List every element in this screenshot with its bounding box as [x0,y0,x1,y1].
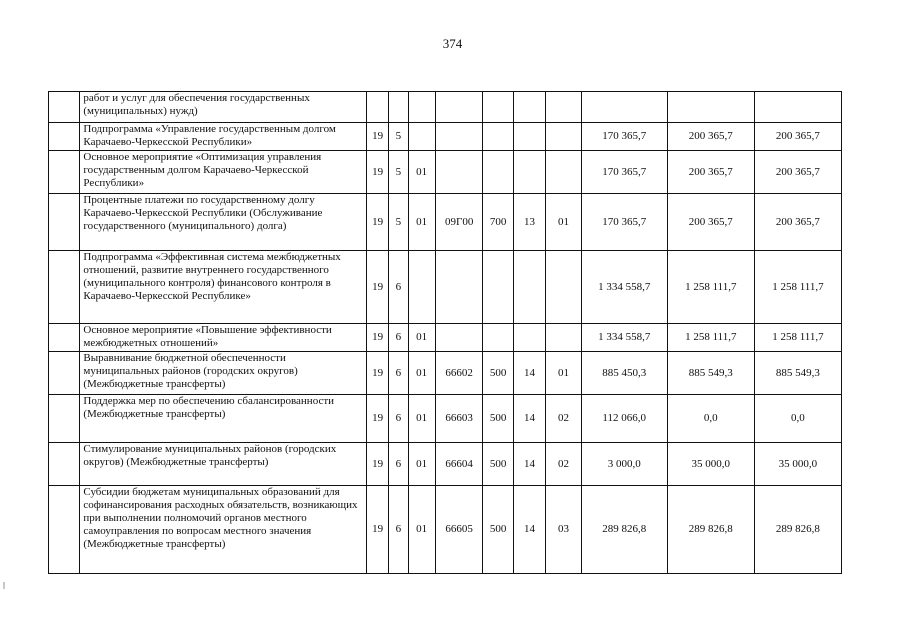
amount-cell: 1 258 111,7 [754,324,841,352]
table-row [49,352,842,395]
row-number-cell [49,352,80,395]
code-cell [483,123,513,151]
code-cell [513,251,545,324]
code-cell: 6 [389,486,408,574]
amount-cell: 0,0 [754,395,841,443]
code-cell [546,123,581,151]
amount-cell [667,92,754,123]
code-cell: 19 [367,123,389,151]
description-cell: Стимулирование муниципальных районов (городских округов) (Межбюджетные трансферты) [80,443,367,486]
amount-cell: 200 365,7 [754,194,841,251]
code-cell: 01 [408,151,435,194]
description-cell: Основное мероприятие «Оптимизация управления государственным долгом Карачаево-Черкесской Республики» [80,151,367,194]
code-cell [408,92,435,123]
code-cell [367,92,389,123]
code-cell [546,324,581,352]
code-cell [435,324,483,352]
table-row [49,486,842,574]
code-cell [483,92,513,123]
amount-cell [581,92,667,123]
code-cell [435,151,483,194]
code-cell [389,92,408,123]
code-cell [546,251,581,324]
amount-cell: 1 258 111,7 [667,324,754,352]
code-cell: 19 [367,352,389,395]
code-cell: 19 [367,486,389,574]
code-cell: 700 [483,194,513,251]
amount-cell: 885 549,3 [667,352,754,395]
amount-cell: 3 000,0 [581,443,667,486]
description-cell: Процентные платежи по государственному долгу Карачаево-Черкесской Республики (Обслуживание государственного (муниципального) долга) [80,194,367,251]
amount-cell: 1 334 558,7 [581,324,667,352]
description-cell: Выравнивание бюджетной обеспеченности муниципальных районов (городских округов) (Межбюджетные трансферты) [80,352,367,395]
row-number-cell [49,486,80,574]
table-row [49,194,842,251]
amount-cell: 1 334 558,7 [581,251,667,324]
page-number: 374 [442,36,463,51]
code-cell: 5 [389,123,408,151]
code-cell: 14 [513,443,545,486]
code-cell: 500 [483,352,513,395]
amount-cell: 1 258 111,7 [754,251,841,324]
row-number-cell [49,123,80,151]
code-cell: 66605 [435,486,483,574]
code-cell: 6 [389,395,408,443]
code-cell [513,151,545,194]
code-cell: 01 [408,395,435,443]
code-cell: 5 [389,151,408,194]
table-row [49,92,842,123]
code-cell: 02 [546,443,581,486]
code-cell: 01 [408,194,435,251]
table-row [49,443,842,486]
table-row [49,395,842,443]
amount-cell: 200 365,7 [754,123,841,151]
code-cell: 14 [513,486,545,574]
amount-cell: 112 066,0 [581,395,667,443]
code-cell: 500 [483,443,513,486]
code-cell: 19 [367,251,389,324]
row-number-cell [49,443,80,486]
amount-cell: 170 365,7 [581,194,667,251]
amount-cell: 289 826,8 [667,486,754,574]
code-cell: 01 [546,194,581,251]
description-cell: Основное мероприятие «Повышение эффективности межбюджетных отношений» [80,324,367,352]
code-cell: 01 [408,352,435,395]
code-cell: 66602 [435,352,483,395]
amount-cell: 200 365,7 [667,151,754,194]
table-row [49,324,842,352]
code-cell: 19 [367,194,389,251]
code-cell [513,92,545,123]
amount-cell: 885 450,3 [581,352,667,395]
description-cell: Поддержка мер по обеспечению сбалансированности (Межбюджетные трансферты) [80,395,367,443]
amount-cell: 170 365,7 [581,151,667,194]
code-cell: 6 [389,251,408,324]
row-number-cell [49,194,80,251]
code-cell [546,151,581,194]
code-cell: 19 [367,395,389,443]
code-cell [513,123,545,151]
code-cell: 19 [367,324,389,352]
scan-edge-mark [3,582,5,589]
code-cell: 500 [483,486,513,574]
code-cell: 01 [408,486,435,574]
amount-cell: 35 000,0 [754,443,841,486]
description-cell: работ и услуг для обеспечения государственных (муниципальных) нужд) [80,92,367,123]
row-number-cell [49,92,80,123]
code-cell: 13 [513,194,545,251]
amount-cell: 1 258 111,7 [667,251,754,324]
code-cell: 19 [367,151,389,194]
code-cell: 19 [367,443,389,486]
code-cell: 09Г00 [435,194,483,251]
code-cell [483,324,513,352]
amount-cell: 35 000,0 [667,443,754,486]
description-cell: Подпрограмма «Эффективная система межбюджетных отношений, развитие внутреннего государственного (муниципального контроля) финансового контроля в Карачаево-Черкесской Республике» [80,251,367,324]
code-cell [408,251,435,324]
row-number-cell [49,251,80,324]
table-row [49,123,842,151]
row-number-cell [49,151,80,194]
amount-cell: 170 365,7 [581,123,667,151]
row-number-cell [49,395,80,443]
row-number-cell [49,324,80,352]
table-row [49,251,842,324]
amount-cell: 200 365,7 [667,123,754,151]
code-cell: 14 [513,395,545,443]
code-cell [435,92,483,123]
table-row [49,151,842,194]
amount-cell: 0,0 [667,395,754,443]
code-cell: 6 [389,324,408,352]
amount-cell: 200 365,7 [667,194,754,251]
amount-cell [754,92,841,123]
code-cell [435,123,483,151]
description-cell: Подпрограмма «Управление государственным долгом Карачаево-Черкесской Республики» [80,123,367,151]
description-cell: Субсидии бюджетам муниципальных образований для софинансирования расходных обязательств, возникающих при выполнении полномочий органов местного самоуправления по вопросам местного значения (Межбюджетные трансферты) [80,486,367,574]
code-cell [435,251,483,324]
amount-cell: 885 549,3 [754,352,841,395]
amount-cell: 289 826,8 [754,486,841,574]
amount-cell: 289 826,8 [581,486,667,574]
code-cell: 03 [546,486,581,574]
code-cell [483,151,513,194]
code-cell: 02 [546,395,581,443]
code-cell: 66604 [435,443,483,486]
code-cell: 01 [546,352,581,395]
code-cell: 5 [389,194,408,251]
code-cell: 01 [408,443,435,486]
code-cell [513,324,545,352]
code-cell: 6 [389,443,408,486]
amount-cell: 200 365,7 [754,151,841,194]
code-cell: 6 [389,352,408,395]
code-cell [408,123,435,151]
code-cell: 01 [408,324,435,352]
code-cell [546,92,581,123]
budget-table [48,91,842,574]
code-cell: 66603 [435,395,483,443]
code-cell: 14 [513,352,545,395]
code-cell: 500 [483,395,513,443]
code-cell [483,251,513,324]
